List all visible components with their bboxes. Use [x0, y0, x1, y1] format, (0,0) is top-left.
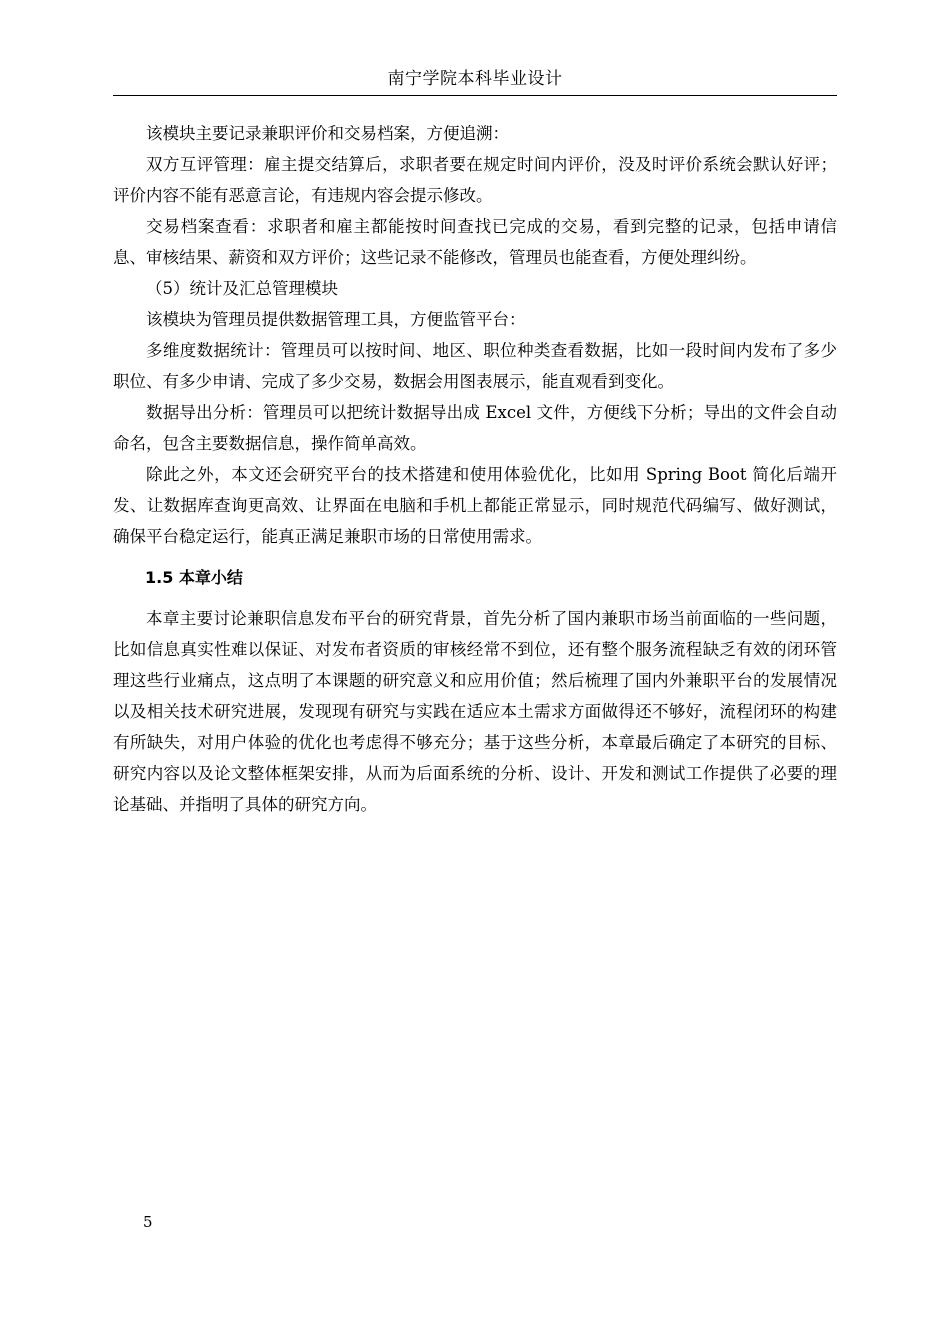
header-rule [113, 95, 837, 96]
section-heading: 1.5 本章小结 [145, 568, 243, 587]
paragraph-mutual-review: 双方互评管理：雇主提交结算后，求职者要在规定时间内评价，没及时评价系统会默认好评；评价内容不能有恶意言论，有违规内容会提示修改。 [113, 155, 837, 205]
paragraph-module-intro: 该模块主要记录兼职评价和交易档案，方便追溯： [146, 124, 509, 143]
paragraph-data-export: 数据导出分析：管理员可以把统计数据导出成 Excel 文件，方便线下分析；导出的文件会自动命名，包含主要数据信息，操作简单高效。 [113, 403, 837, 453]
paragraph-statistics-intro: 该模块为管理员提供数据管理工具，方便监管平台： [146, 310, 526, 329]
body-text [113, 118, 837, 820]
paragraph-statistics-module-title: （5）统计及汇总管理模块 [146, 279, 338, 298]
paragraph-chapter-summary: 本章主要讨论兼职信息发布平台的研究背景，首先分析了国内兼职市场当前面临的一些问题，比如信息真实性难以保证、对发布者资质的审核经常不到位，还有整个服务流程缺乏有效的闭环管理这些行业痛点，这点明了本课题的研究意义和应用价值；然后梳理了国内外兼职平台的发展情况以及相关技术研究进展，发现现有研究与实践在适应本土需求方面做得还不够好，流程闭环的构建有所缺失，对用户体验的优化也考虑得不够充分；基于这些分析，本章最后确定了本研究的目标、研究内容以及论文整体框架安排，从而为后面系统的分析、设计、开发和测试工作提供了必要的理论基础、并指明了具体的研究方向。 [113, 609, 837, 814]
running-header: 南宁学院本科毕业设计 [387, 69, 563, 89]
paragraph-transaction-archive: 交易档案查看：求职者和雇主都能按时间查找已完成的交易，看到完整的记录，包括申请信息、审核结果、薪资和双方评价；这些记录不能修改，管理员也能查看，方便处理纠纷。 [113, 217, 837, 267]
page-number: 5 [143, 1213, 153, 1231]
paragraph-multidim-statistics: 多维度数据统计：管理员可以按时间、地区、职位种类查看数据，比如一段时间内发布了多少职位、有多少申请、完成了多少交易，数据会用图表展示，能直观看到变化。 [113, 341, 837, 391]
paragraph-technical-optimization: 除此之外，本文还会研究平台的技术搭建和使用体验优化，比如用 Spring Boot 简化后端开发、让数据库查询更高效、让界面在电脑和手机上都能正常显示，同时规范代码编写、做好测试，确保平台稳定运行，能真正满足兼职市场的日常使用需求。 [113, 465, 837, 546]
